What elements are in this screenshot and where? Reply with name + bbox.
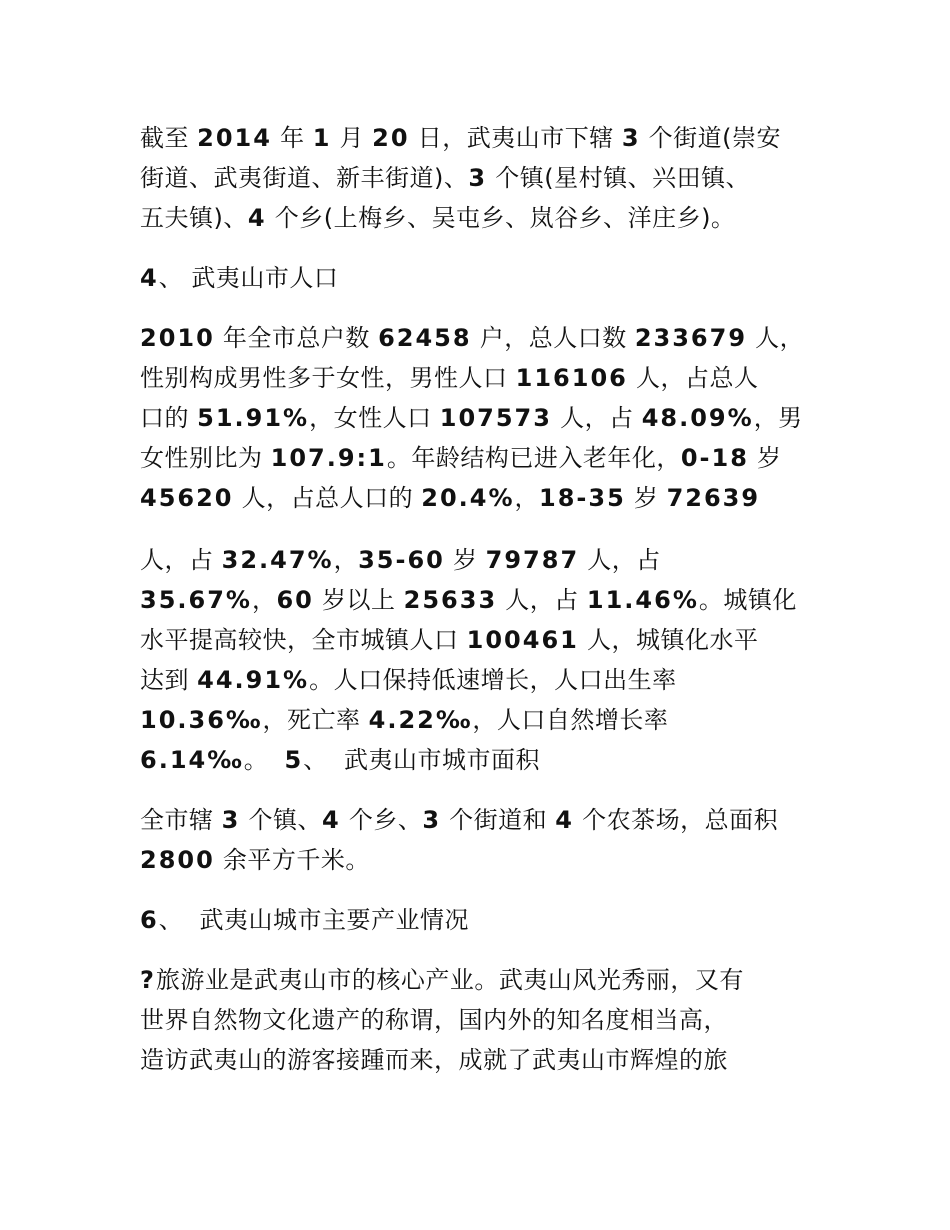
text-line: 10.36‰，死亡率 4.22‰，人口自然增长率: [140, 706, 669, 734]
paragraph-area: [140, 800, 820, 880]
text-line: 性别构成男性多于女性，男性人口 116106 人，占总人: [140, 364, 759, 392]
text-line: 造访武夷山的游客接踵而来，成就了武夷山市辉煌的旅: [140, 1046, 728, 1074]
paragraph-admin-divisions: [140, 118, 820, 238]
text-line: 街道、武夷街道、新丰街道)、3 个镇(星村镇、兴田镇、: [140, 164, 751, 192]
text-line: 女性别比为 107.9:1。年龄结构已进入老年化，0-18 岁: [140, 444, 782, 472]
text-line: 2800 余平方千米。: [140, 846, 370, 874]
text-line: 水平提高较快，全市城镇人口 100461 人，城镇化水平: [140, 626, 759, 654]
text-line: ?旅游业是武夷山市的核心产业。武夷山风光秀丽，又有: [140, 966, 744, 994]
paragraph-tourism: [140, 960, 820, 1080]
paragraph-population-2: [140, 540, 820, 780]
heading-line: 4、 武夷山市人口: [140, 264, 339, 292]
text-line: 截至 2014 年 1 月 20 日，武夷山市下辖 3 个街道(崇安: [140, 124, 782, 152]
text-line: 五夫镇)、4 个乡(上梅乡、吴屯乡、岚谷乡、洋庄乡)。: [140, 204, 736, 232]
section-heading-population: [140, 258, 820, 298]
text-line: 达到 44.91%。人口保持低速增长，人口出生率: [140, 666, 677, 694]
text-line: 全市辖 3 个镇、4 个乡、3 个街道和 4 个农茶场，总面积: [140, 806, 779, 834]
text-line: 人，占 32.47%，35-60 岁 79787 人，占: [140, 546, 661, 574]
text-line: 6.14‰。 5、 武夷山市城市面积: [140, 746, 541, 774]
paragraph-population-1: [140, 318, 820, 518]
text-line: 世界自然物文化遗产的称谓，国内外的知名度相当高，: [140, 1006, 728, 1034]
text-line: 2010 年全市总户数 62458 户，总人口数 233679 人，: [140, 324, 805, 352]
heading-line: 6、 武夷山城市主要产业情况: [140, 906, 469, 934]
section-heading-industries: [140, 900, 820, 940]
document-page: [140, 118, 820, 1080]
text-line: 45620 人，占总人口的 20.4%，18-35 岁 72639: [140, 484, 761, 512]
text-line: 口的 51.91%，女性人口 107573 人，占 48.09%，男: [140, 404, 803, 432]
text-line: 35.67%，60 岁以上 25633 人，占 11.46%。城镇化: [140, 586, 797, 614]
